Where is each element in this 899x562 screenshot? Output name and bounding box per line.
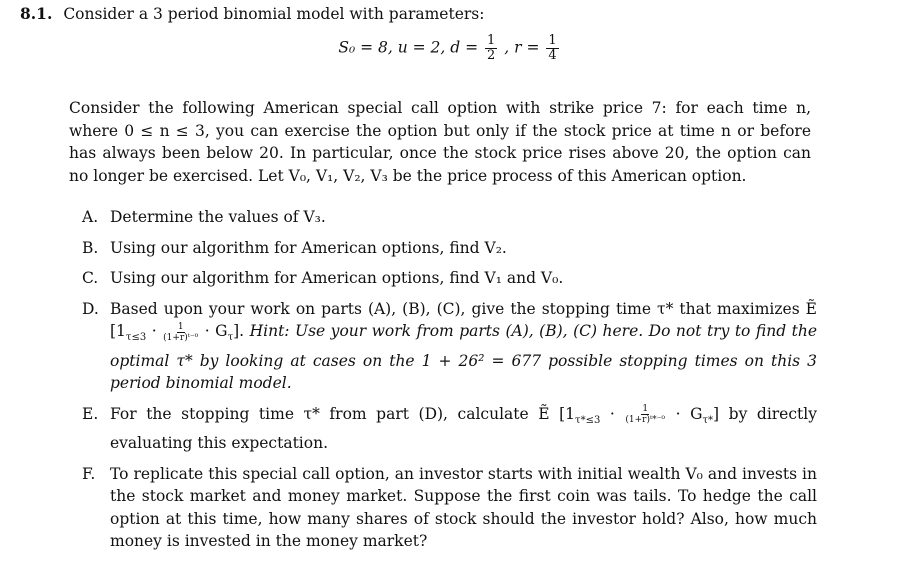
r-fraction: [546, 34, 558, 63]
hint-text: Hint: Use your work from parts (A), (B), (C) here. Do not try to find the optimal τ* by looking at cases on the 1 + 26² = 677 possible stopping times on this 3 period binomial model.: [110, 322, 817, 393]
d-fraction: [485, 34, 497, 63]
question-text-continued: by directly evaluating this expectation.: [110, 404, 817, 453]
option-description: Consider the following American special call option with strike price 7: for each time n, where 0 ≤ n ≤ 3, you can exercise the option but only if the stock price at time n or before has always been below 20. In particular, once the stock price rises above 20, the option can no longer be exercised. Let V₀, V₁, V₂, V₃ be the price process of this American option.: [69, 99, 811, 185]
question-label: D.: [82, 299, 99, 318]
discount-fraction: $\frac{1}{\text{(1+r)ᵗ⁻⁰}}$: [163, 321, 199, 343]
question-text: Determine the values of V₃.: [110, 208, 326, 226]
question-label: F.: [82, 464, 96, 483]
question-f: [82, 463, 817, 553]
d-numerator: 1: [487, 33, 496, 48]
question-a: [82, 206, 817, 229]
d-denominator: 2: [487, 48, 496, 63]
question-text: For the stopping time τ* from part (D), calculate: [110, 404, 529, 423]
question-text: Based upon your work on parts (A), (B), (C), give the stopping time τ* that maximizes: [110, 299, 800, 318]
question-list: [82, 206, 817, 561]
r-denominator: 4: [548, 48, 557, 63]
question-b: [82, 237, 817, 260]
problem-heading: [20, 4, 484, 23]
question-label: C.: [82, 269, 99, 287]
parameters-equation: [0, 34, 899, 63]
problem-number: 8.1.: [20, 4, 53, 23]
question-text: To replicate this special call option, an investor starts with initial wealth V₀ and invests in the stock market and money market. Suppose the first coin was tails. To hedge the call option at this time, how many shares of stock should the investor hold? Also, how much money is invested in the money market?: [110, 464, 817, 551]
r-numerator: 1: [548, 33, 557, 48]
question-label: E.: [82, 404, 99, 423]
question-e: [82, 403, 817, 455]
expectation-expression: Ẽ [$1_{\tau*\le 3}$ · $\frac{1}{\text{(1+r)ᵗ*⁻⁰}}$ · $G_{\tau*}$]: [538, 404, 720, 426]
question-label: A.: [82, 208, 99, 226]
problem-intro: Consider a 3 period binomial model with parameters:: [63, 5, 485, 23]
question-c: [82, 267, 817, 290]
expectation-expression: Ẽ [$1_{\tau\le 3}$ · $\frac{1}{\text{(1+r)ᵗ⁻⁰}}$ · $G_\tau$].: [110, 299, 817, 344]
param-r: , r =: [504, 38, 540, 57]
question-text: Using our algorithm for American options, find V₂.: [110, 238, 507, 257]
question-text: Using our algorithm for American options, find V₁ and V₀.: [110, 269, 564, 287]
question-d: [82, 298, 817, 395]
question-label: B.: [82, 238, 99, 257]
param-s0: S₀ = 8, u = 2, d =: [338, 38, 479, 57]
discount-fraction: $\frac{1}{\text{(1+r)ᵗ*⁻⁰}}$: [625, 404, 666, 426]
